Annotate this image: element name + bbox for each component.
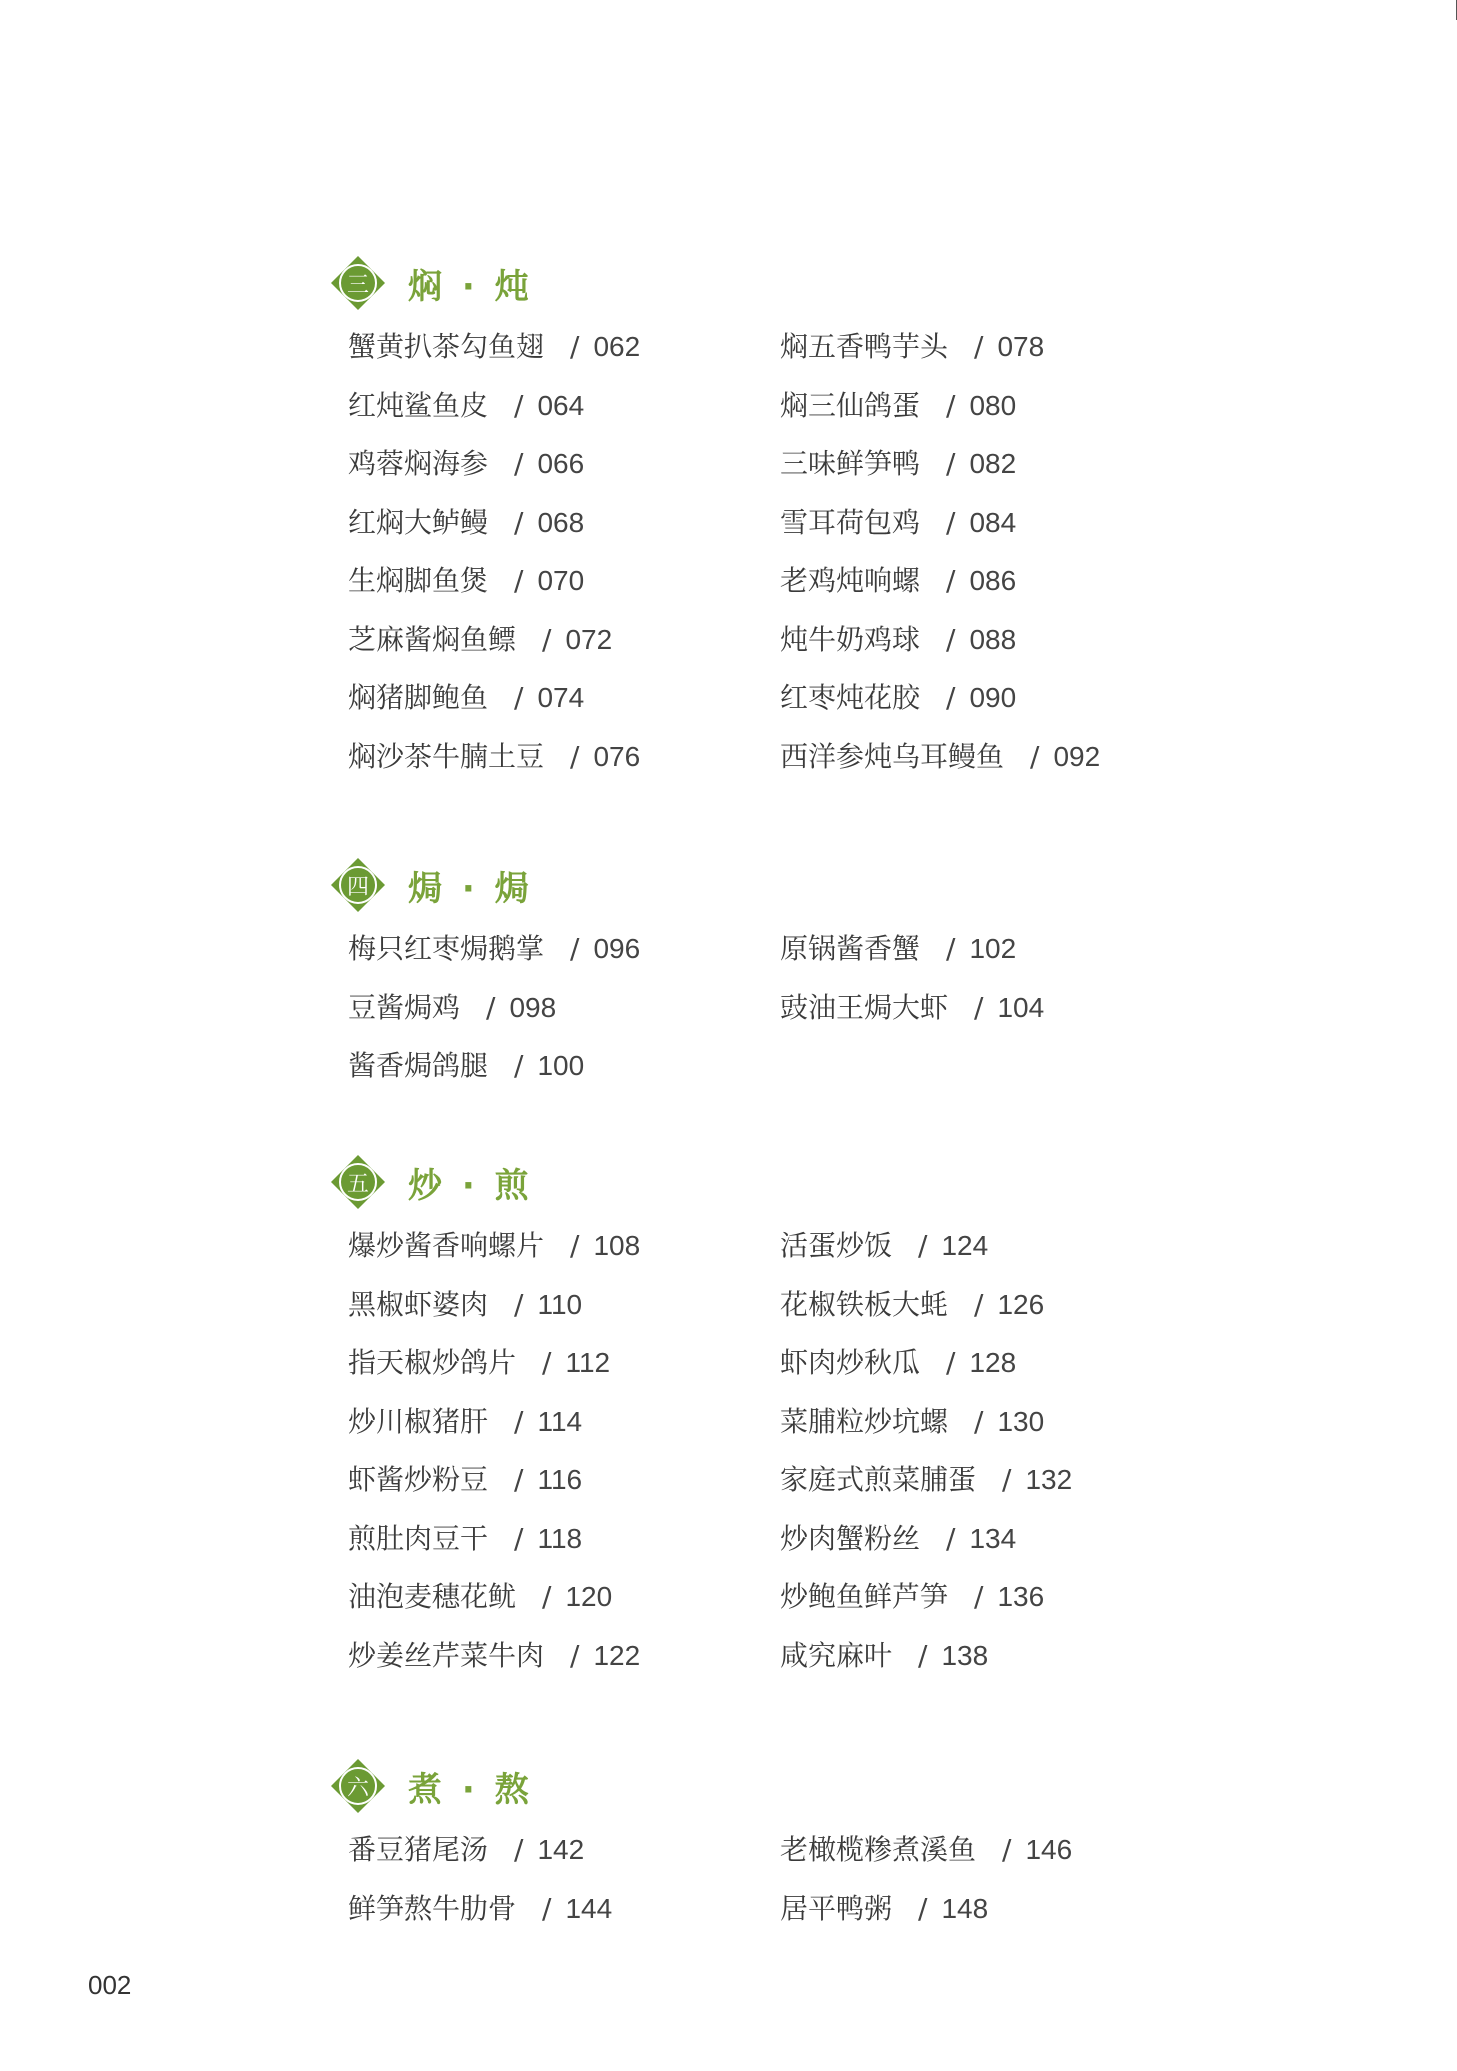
page-ref: 088 [969, 623, 1017, 655]
dish-name: 豉油王焗大虾 [780, 990, 949, 1024]
section-title: 煮 · 熬 [408, 1769, 533, 1810]
toc-entry[interactable]: 炒姜丝芹菜牛肉 / 122 [348, 1638, 641, 1672]
page-ref: 128 [969, 1347, 1017, 1378]
dish-name: 指天椒炒鸽片 [348, 1346, 517, 1379]
page-ref: 142 [537, 1834, 585, 1865]
toc-entry[interactable]: 红炖鲨鱼皮 / 064 [348, 388, 585, 422]
section-header [330, 1154, 1230, 1210]
right-column [780, 1226, 1072, 1694]
page-ref: 074 [537, 682, 585, 713]
dish-name: 番豆猪尾汤 [348, 1833, 489, 1866]
page-ref: 082 [969, 448, 1017, 479]
dish-name: 炖牛奶鸡球 [780, 622, 921, 656]
page-ref: 068 [537, 506, 585, 538]
dish-name: 炒肉蟹粉丝 [780, 1521, 921, 1555]
toc-entry[interactable]: 豆酱焗鸡 / 098 [348, 990, 557, 1024]
dish-name: 豆酱焗鸡 [348, 990, 461, 1024]
page-ref: 114 [537, 1405, 583, 1437]
toc-entry[interactable]: 蟹黄扒茶勾鱼翅 / 062 [348, 330, 641, 363]
toc-entry[interactable]: 炖牛奶鸡球 / 088 [780, 622, 1017, 656]
dish-name: 虾肉炒秋瓜 [780, 1346, 921, 1379]
page-ref: 078 [997, 331, 1045, 362]
toc-entry[interactable]: 梅只红枣焗鹅掌 / 096 [348, 932, 641, 965]
toc-entry[interactable]: 居平鸭粥 / 148 [780, 1891, 989, 1925]
toc-entry[interactable]: 家庭式煎菜脯蛋 / 132 [780, 1463, 1073, 1496]
page-ref: 112 [565, 1347, 611, 1378]
dish-name: 鲜笋熬牛肋骨 [348, 1891, 517, 1925]
page-ref: 092 [1053, 740, 1101, 772]
page-ref: 130 [997, 1405, 1045, 1437]
page-ref: 110 [537, 1288, 583, 1320]
dish-name: 西洋参炖乌耳鳗鱼 [780, 739, 1005, 773]
dish-name: 老鸡炖响螺 [780, 564, 921, 597]
dish-name: 居平鸭粥 [780, 1891, 893, 1925]
section-header [330, 857, 1230, 913]
toc-entry[interactable]: 炒肉蟹粉丝 / 134 [780, 1521, 1017, 1555]
toc-entry[interactable]: 煎肚肉豆干 / 118 [348, 1521, 583, 1555]
page-ref: 076 [593, 740, 641, 772]
toc-entry[interactable]: 红枣炖花胶 / 090 [780, 681, 1017, 714]
page-ref: 090 [969, 682, 1017, 713]
page-ref: 070 [537, 565, 585, 596]
right-column [780, 929, 1044, 1046]
dish-name: 芝麻酱焖鱼鳔 [348, 622, 517, 656]
toc-entry[interactable]: 生焖脚鱼煲 / 070 [348, 564, 585, 597]
toc-entry[interactable]: 原锅酱香蟹 / 102 [780, 932, 1017, 965]
toc-entry[interactable]: 虾酱炒粉豆 / 116 [348, 1463, 583, 1496]
toc-entry[interactable]: 花椒铁板大蚝 / 126 [780, 1287, 1045, 1321]
section-header [330, 255, 1230, 311]
toc-entry[interactable]: 焖五香鸭芋头 / 078 [780, 330, 1045, 363]
page-ref: 080 [969, 389, 1017, 421]
page-ref: 064 [537, 389, 585, 421]
toc-entry[interactable]: 西洋参炖乌耳鳗鱼 / 092 [780, 739, 1101, 773]
page-ref: 098 [509, 991, 557, 1023]
left-column [348, 327, 640, 795]
dish-name: 雪耳荷包鸡 [780, 505, 921, 539]
page-ref: 116 [537, 1464, 583, 1495]
diamond-badge-icon [330, 857, 386, 913]
dish-name: 油泡麦穗花鱿 [348, 1580, 517, 1613]
dish-name: 三味鲜笋鸭 [780, 447, 921, 480]
section-title: 焖 · 炖 [408, 266, 533, 307]
toc-entry[interactable]: 豉油王焗大虾 / 104 [780, 990, 1045, 1024]
badge-numeral: 五 [346, 1171, 369, 1197]
page-ref: 086 [969, 565, 1017, 596]
section-header [330, 1758, 1230, 1814]
diamond-badge-icon [330, 1154, 386, 1210]
badge-numeral: 三 [346, 272, 369, 298]
right-column [780, 1830, 1072, 1947]
dish-name: 焖沙茶牛腩土豆 [348, 739, 545, 773]
dish-name: 老橄榄糁煮溪鱼 [780, 1833, 977, 1866]
dish-name: 焖猪脚鲍鱼 [348, 681, 489, 714]
dish-name: 梅只红枣焗鹅掌 [348, 932, 545, 965]
section-title: 炒 · 煎 [408, 1165, 533, 1206]
dish-name: 炒鲍鱼鲜芦笋 [780, 1580, 949, 1613]
badge-numeral: 六 [346, 1775, 369, 1801]
page-ref: 146 [1025, 1834, 1073, 1865]
dish-name: 鸡蓉焖海参 [348, 447, 489, 480]
dish-name: 炒姜丝芹菜牛肉 [348, 1638, 545, 1672]
left-column [348, 1830, 612, 1947]
page-ref: 120 [565, 1581, 613, 1612]
dish-name: 煎肚肉豆干 [348, 1521, 489, 1555]
toc-entry[interactable]: 老鸡炖响螺 / 086 [780, 564, 1017, 597]
diamond-badge-icon [330, 255, 386, 311]
page-ref: 132 [1025, 1464, 1073, 1495]
page-ref: 144 [565, 1892, 613, 1924]
page-ref: 136 [997, 1581, 1045, 1612]
toc-entry[interactable]: 指天椒炒鸽片 / 112 [348, 1346, 611, 1379]
page-ref: 096 [593, 933, 641, 964]
toc-entry[interactable]: 三味鲜笋鸭 / 082 [780, 447, 1017, 480]
toc-entry[interactable]: 油泡麦穗花鱿 / 120 [348, 1580, 613, 1613]
toc-entry[interactable]: 炒鲍鱼鲜芦笋 / 136 [780, 1580, 1045, 1613]
page-ref: 148 [941, 1892, 989, 1924]
left-column [348, 929, 640, 1105]
page-ref: 062 [593, 331, 641, 362]
toc-entry[interactable]: 黑椒虾婆肉 / 110 [348, 1287, 583, 1321]
dish-name: 活蛋炒饭 [780, 1229, 893, 1262]
toc-entry[interactable]: 咸究麻叶 / 138 [780, 1638, 989, 1672]
dish-name: 黑椒虾婆肉 [348, 1287, 489, 1321]
page-ref: 100 [537, 1050, 585, 1081]
toc-entry[interactable]: 焖猪脚鲍鱼 / 074 [348, 681, 585, 714]
toc-entry[interactable]: 焖沙茶牛腩土豆 / 076 [348, 739, 641, 773]
dish-name: 咸究麻叶 [780, 1638, 893, 1672]
right-column [780, 327, 1100, 795]
page-ref: 122 [593, 1639, 641, 1671]
dish-name: 酱香焗鸽腿 [348, 1049, 489, 1082]
page-ref: 102 [969, 933, 1017, 964]
dish-name: 红焖大鲈鳗 [348, 505, 489, 539]
dish-name: 焖五香鸭芋头 [780, 330, 949, 363]
page-ref: 072 [565, 623, 613, 655]
section-chao-jian [330, 1154, 1230, 1672]
page-ref: 134 [969, 1522, 1017, 1554]
toc-entry[interactable]: 鸡蓉焖海参 / 066 [348, 447, 585, 480]
toc-entry[interactable]: 芝麻酱焖鱼鳔 / 072 [348, 622, 613, 656]
toc-entry[interactable]: 番豆猪尾汤 / 142 [348, 1833, 585, 1866]
page-ref: 084 [969, 506, 1017, 538]
page-ref: 104 [997, 991, 1045, 1023]
section-men-dun [330, 255, 1230, 773]
page-ref: 118 [537, 1522, 583, 1554]
dish-name: 红炖鲨鱼皮 [348, 388, 489, 422]
section-title: 焗 · 焗 [408, 868, 533, 909]
toc-entry[interactable]: 酱香焗鸽腿 / 100 [348, 1049, 585, 1082]
dish-name: 生焖脚鱼煲 [348, 564, 489, 597]
dish-name: 焖三仙鸽蛋 [780, 388, 921, 422]
toc-entry[interactable]: 活蛋炒饭 / 124 [780, 1229, 989, 1262]
page-ref: 066 [537, 448, 585, 479]
diamond-badge-icon [330, 1758, 386, 1814]
page-number: 002 [88, 1970, 132, 2000]
dish-name: 原锅酱香蟹 [780, 932, 921, 965]
page-ref: 108 [593, 1230, 641, 1261]
toc-entry[interactable]: 爆炒酱香响螺片 / 108 [348, 1229, 641, 1262]
section-zhu-ao [330, 1758, 1230, 1925]
page-ref: 126 [997, 1288, 1045, 1320]
dish-name: 花椒铁板大蚝 [780, 1287, 949, 1321]
toc-entry[interactable]: 虾肉炒秋瓜 / 128 [780, 1346, 1017, 1379]
toc-entry[interactable]: 菜脯粒炒坑螺 / 130 [780, 1404, 1045, 1438]
page-ref: 138 [941, 1639, 989, 1671]
left-column [348, 1226, 640, 1694]
dish-name: 红枣炖花胶 [780, 681, 921, 714]
section-jue-ju [330, 857, 1230, 1082]
toc-entry[interactable]: 雪耳荷包鸡 / 084 [780, 505, 1017, 539]
dish-name: 虾酱炒粉豆 [348, 1463, 489, 1496]
dish-name: 爆炒酱香响螺片 [348, 1229, 545, 1262]
page-ref: 124 [941, 1230, 989, 1261]
toc-entry[interactable]: 老橄榄糁煮溪鱼 / 146 [780, 1833, 1073, 1866]
toc-entry[interactable]: 红焖大鲈鳗 / 068 [348, 505, 585, 539]
dish-name: 蟹黄扒茶勾鱼翅 [348, 330, 545, 363]
toc-entry[interactable]: 鲜笋熬牛肋骨 / 144 [348, 1891, 613, 1925]
dish-name: 家庭式煎菜脯蛋 [780, 1463, 977, 1496]
badge-numeral: 四 [346, 874, 369, 900]
toc-entry[interactable]: 焖三仙鸽蛋 / 080 [780, 388, 1017, 422]
toc-entry[interactable]: 炒川椒猪肝 / 114 [348, 1404, 583, 1438]
dish-name: 菜脯粒炒坑螺 [780, 1404, 949, 1438]
dish-name: 炒川椒猪肝 [348, 1404, 489, 1438]
